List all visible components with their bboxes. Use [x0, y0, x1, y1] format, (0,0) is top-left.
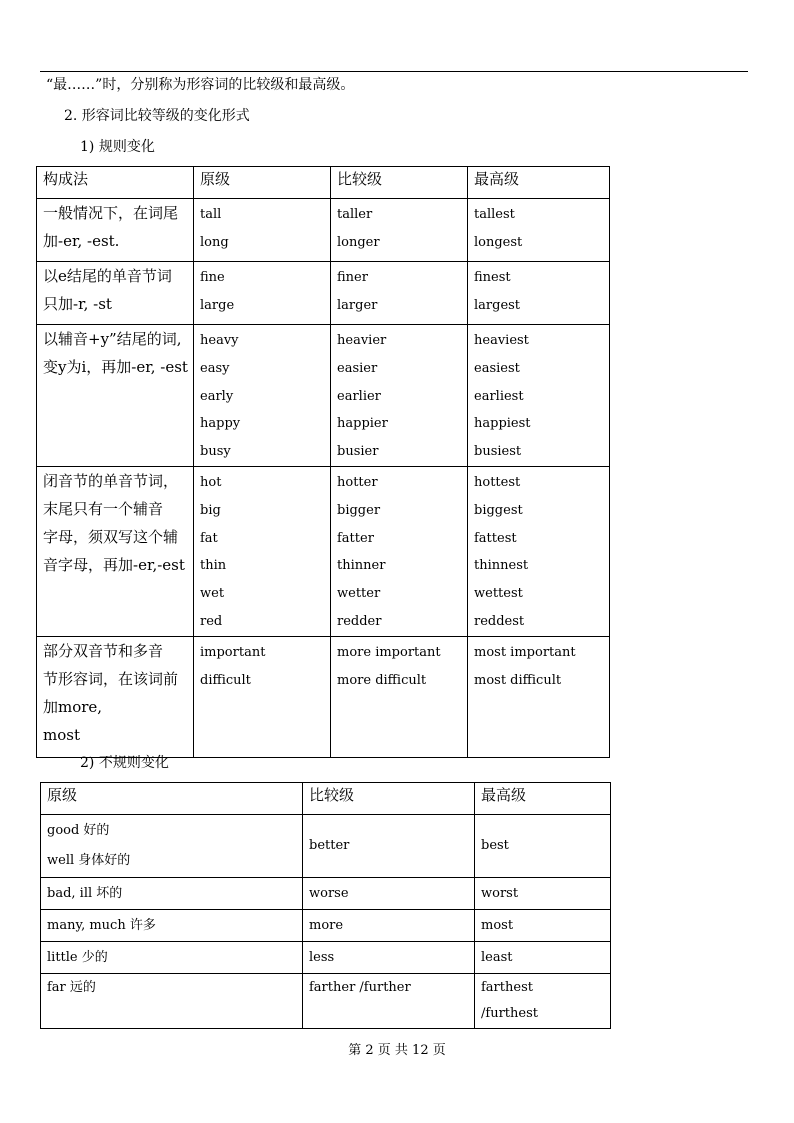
superlative-cell: most	[475, 910, 611, 942]
regular-comparison-table	[36, 166, 610, 758]
table-row	[41, 910, 611, 942]
irregular-subtitle: 2) 不规则变化	[80, 755, 169, 771]
header-comparative: 比较级	[331, 167, 468, 199]
header-base: 原级	[41, 783, 303, 815]
table-row	[41, 815, 611, 878]
table-row	[41, 878, 611, 910]
base-cell: hot big fat thin wet red	[194, 466, 331, 636]
base-cell: many, much 许多	[41, 910, 303, 942]
comparative-cell: less	[303, 942, 475, 974]
comparative-cell: hotter bigger fatter thinner wetter redder	[331, 466, 468, 636]
base-cell: good 好的 well 身体好的	[41, 815, 303, 878]
base-cell: bad, ill 坏的	[41, 878, 303, 910]
table-row	[37, 466, 610, 636]
base-cell: little 少的	[41, 942, 303, 974]
superlative-cell: least	[475, 942, 611, 974]
table-row	[37, 199, 610, 262]
rule-cell: 以e结尾的单音节词 只加-r, -st	[37, 262, 194, 325]
superlative-cell: farthest /furthest	[475, 974, 611, 1029]
table-row	[41, 942, 611, 974]
irregular-comparison-table	[40, 782, 611, 1029]
intro-line: “最……”时，分别称为形容词的比较级和最高级。	[46, 77, 355, 93]
page-footer: 第 2 页 共 12 页	[348, 1043, 446, 1058]
regular-subtitle: 1) 规则变化	[80, 139, 155, 155]
table-row	[37, 636, 610, 757]
base-cell: important difficult	[194, 636, 331, 757]
header-superlative: 最高级	[468, 167, 610, 199]
rule-cell: 一般情况下，在词尾 加-er, -est.	[37, 199, 194, 262]
table-header-row	[41, 783, 611, 815]
header-superlative: 最高级	[475, 783, 611, 815]
section-title: 2. 形容词比较等级的变化形式	[64, 108, 250, 124]
superlative-cell: worst	[475, 878, 611, 910]
superlative-cell: hottest biggest fattest thinnest wettest reddest	[468, 466, 610, 636]
comparative-cell: taller longer	[331, 199, 468, 262]
superlative-cell: heaviest easiest earliest happiest busiest	[468, 325, 610, 467]
comparative-cell: heavier easier earlier happier busier	[331, 325, 468, 467]
superlative-cell: most important most difficult	[468, 636, 610, 757]
table-row	[41, 974, 611, 1029]
base-cell: heavy easy early happy busy	[194, 325, 331, 467]
base-cell: tall long	[194, 199, 331, 262]
base-cell: far 远的	[41, 974, 303, 1029]
comparative-cell: farther /further	[303, 974, 475, 1029]
comparative-cell: finer larger	[331, 262, 468, 325]
header-comparative: 比较级	[303, 783, 475, 815]
base-cell: fine large	[194, 262, 331, 325]
header-method: 构成法	[37, 167, 194, 199]
table-row	[37, 325, 610, 467]
table-row	[37, 262, 610, 325]
comparative-cell: more important more difficult	[331, 636, 468, 757]
superlative-cell: finest largest	[468, 262, 610, 325]
rule-cell: 部分双音节和多音 节形容词，在该词前 加more, most	[37, 636, 194, 757]
table-header-row	[37, 167, 610, 199]
rule-cell: 闭音节的单音节词， 末尾只有一个辅音 字母，须双写这个辅 音字母，再加-er,-est	[37, 466, 194, 636]
comparative-cell: better	[303, 815, 475, 878]
header-base: 原级	[194, 167, 331, 199]
header-rule	[40, 71, 748, 72]
superlative-cell: tallest longest	[468, 199, 610, 262]
rule-cell: 以辅音+y”结尾的词, 变y为i，再加-er, -est	[37, 325, 194, 467]
superlative-cell: best	[475, 815, 611, 878]
comparative-cell: more	[303, 910, 475, 942]
comparative-cell: worse	[303, 878, 475, 910]
